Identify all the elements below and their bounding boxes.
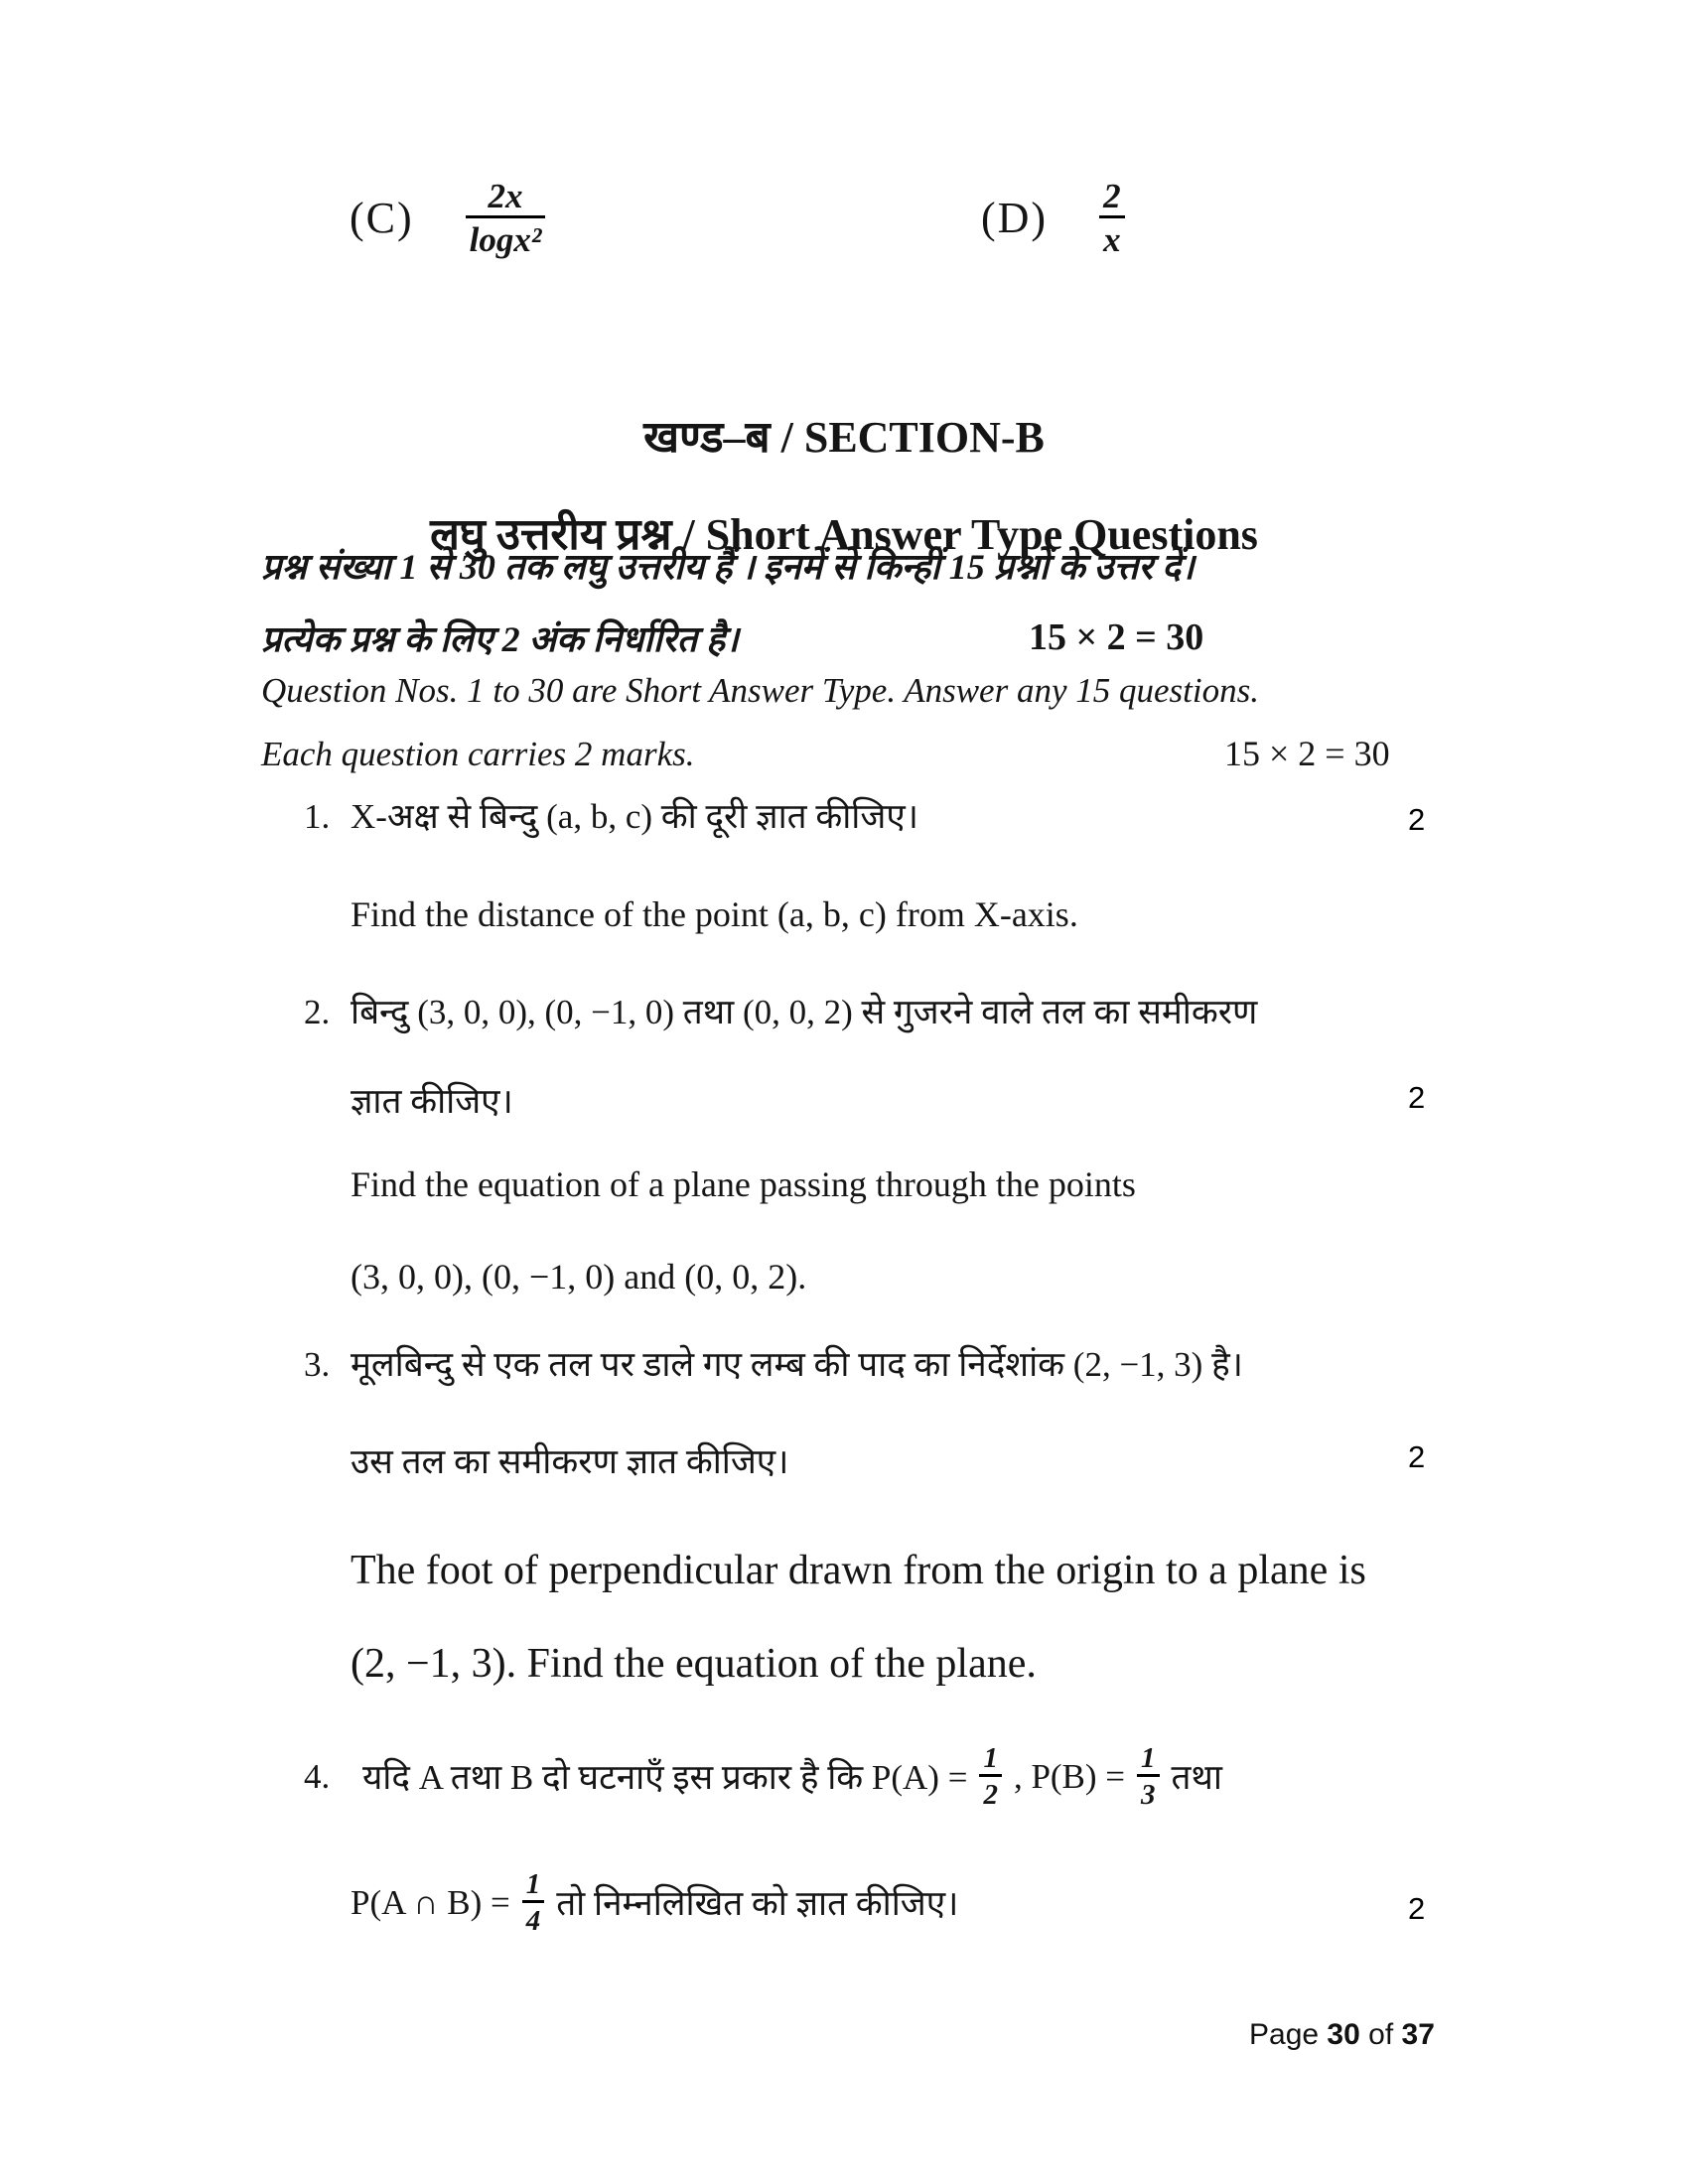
question-3-hindi-text: मूलबिन्दु से एक तल पर डाले गए लम्ब की पाद का निर्देशांक (2, −1, 3) है। <box>351 1345 1243 1384</box>
question-4-text-after: तथा <box>1171 1758 1222 1798</box>
question-4-text-mid: , P(B) = <box>1013 1756 1126 1796</box>
question-3-number: 3. <box>304 1345 331 1384</box>
question-4-marks: 2 <box>1408 1891 1426 1926</box>
fraction-numerator: 1 <box>525 1868 541 1900</box>
footer-total-pages: 37 <box>1401 2018 1435 2051</box>
section-title: खण्ड–ब / SECTION-B <box>643 413 1045 462</box>
footer-current-page: 30 <box>1327 2018 1360 2051</box>
question-3-hindi-line1 <box>304 1340 1243 1387</box>
question-1-hindi <box>304 792 918 839</box>
option-c <box>350 177 545 259</box>
question-3-english-line2: (2, −1, 3). Find the equation of the plane. <box>351 1641 1037 1687</box>
option-c-fraction <box>466 177 546 259</box>
option-d-fraction <box>1099 177 1125 259</box>
question-4-number: 4. <box>304 1756 331 1796</box>
question-4-line2-after: तो निम्नलिखित को ज्ञात कीजिए। <box>556 1884 959 1924</box>
option-d <box>981 177 1125 259</box>
instruction-english-line2: Each question carries 2 marks. <box>261 735 695 773</box>
question-2-number: 2. <box>304 993 331 1031</box>
question-2-english-line1: Find the equation of a plane passing through the points <box>351 1164 1136 1204</box>
question-1-english: Find the distance of the point (a, b, c) from X-axis. <box>351 894 1078 934</box>
fraction-denominator: x <box>1099 215 1125 259</box>
instruction-english-marks-equation: 15 × 2 = 30 <box>1224 734 1390 773</box>
instruction-hindi-line1: प्रश्न संख्या 1 से 30 तक लघु उत्तरीय हैं । इनमें से किन्हीं 15 प्रश्नों के उत्तर दें। <box>261 547 1195 587</box>
fraction-numerator: 1 <box>1141 1742 1156 1774</box>
instruction-hindi-marks-equation: 15 × 2 = 30 <box>1029 616 1204 658</box>
question-1-marks: 2 <box>1408 802 1426 837</box>
question-1-hindi-text: X-अक्ष से बिन्दु (a, b, c) की दूरी ज्ञात कीजिए। <box>351 797 918 836</box>
question-2-hindi-line1 <box>304 988 1257 1034</box>
probability-b-fraction <box>1137 1742 1160 1812</box>
question-2-hindi-text: बिन्दु (3, 0, 0), (0, −1, 0) तथा (0, 0, 2) से गुजरने वाले तल का समीकरण <box>351 993 1258 1031</box>
footer-prefix: Page <box>1249 2018 1320 2051</box>
question-1-number: 1. <box>304 797 331 836</box>
fraction-denominator: 2 <box>979 1774 1002 1811</box>
question-3-hindi-line2: उस तल का समीकरण ज्ञात कीजिए। <box>351 1442 789 1481</box>
question-2-hindi-line2: ज्ञात कीजिए। <box>351 1082 513 1121</box>
fraction-denominator: logx² <box>466 215 546 259</box>
section-subtitle: लघु उत्तरीय प्रश्न / Short Answer Type Questions <box>430 510 1258 559</box>
instruction-english-line1: Question Nos. 1 to 30 are Short Answer Type. Answer any 15 questions. <box>261 671 1259 710</box>
fraction-numerator: 2x <box>488 177 523 215</box>
question-2-marks: 2 <box>1408 1080 1426 1115</box>
question-3-english-line1: The foot of perpendicular drawn from the origin to a plane is <box>351 1548 1366 1593</box>
question-2-english-line2: (3, 0, 0), (0, −1, 0) and (0, 0, 2). <box>351 1257 807 1297</box>
option-d-label: (D) <box>981 194 1049 243</box>
question-4-hindi-line2 <box>351 1868 958 1938</box>
question-3-marks: 2 <box>1408 1439 1426 1474</box>
fraction-denominator: 4 <box>522 1900 545 1937</box>
question-4-line2-before: P(A ∩ B) = <box>351 1882 510 1922</box>
page-footer <box>1249 2018 1435 2052</box>
instruction-hindi-line2: प्रत्येक प्रश्न के लिए 2 अंक निर्धारित है। <box>261 619 739 659</box>
question-4-text-before: यदि A तथा B दो घटनाएँ इस प्रकार है कि P(A) = <box>362 1758 968 1798</box>
option-c-label: (C) <box>350 194 414 243</box>
fraction-denominator: 3 <box>1137 1774 1160 1811</box>
question-4-hindi-line1 <box>304 1742 1222 1812</box>
probability-a-fraction <box>979 1742 1002 1812</box>
footer-separator: of <box>1368 2018 1394 2051</box>
fraction-numerator: 1 <box>983 1742 998 1774</box>
fraction-numerator: 2 <box>1103 177 1121 215</box>
probability-a-intersect-b-fraction <box>522 1868 545 1938</box>
